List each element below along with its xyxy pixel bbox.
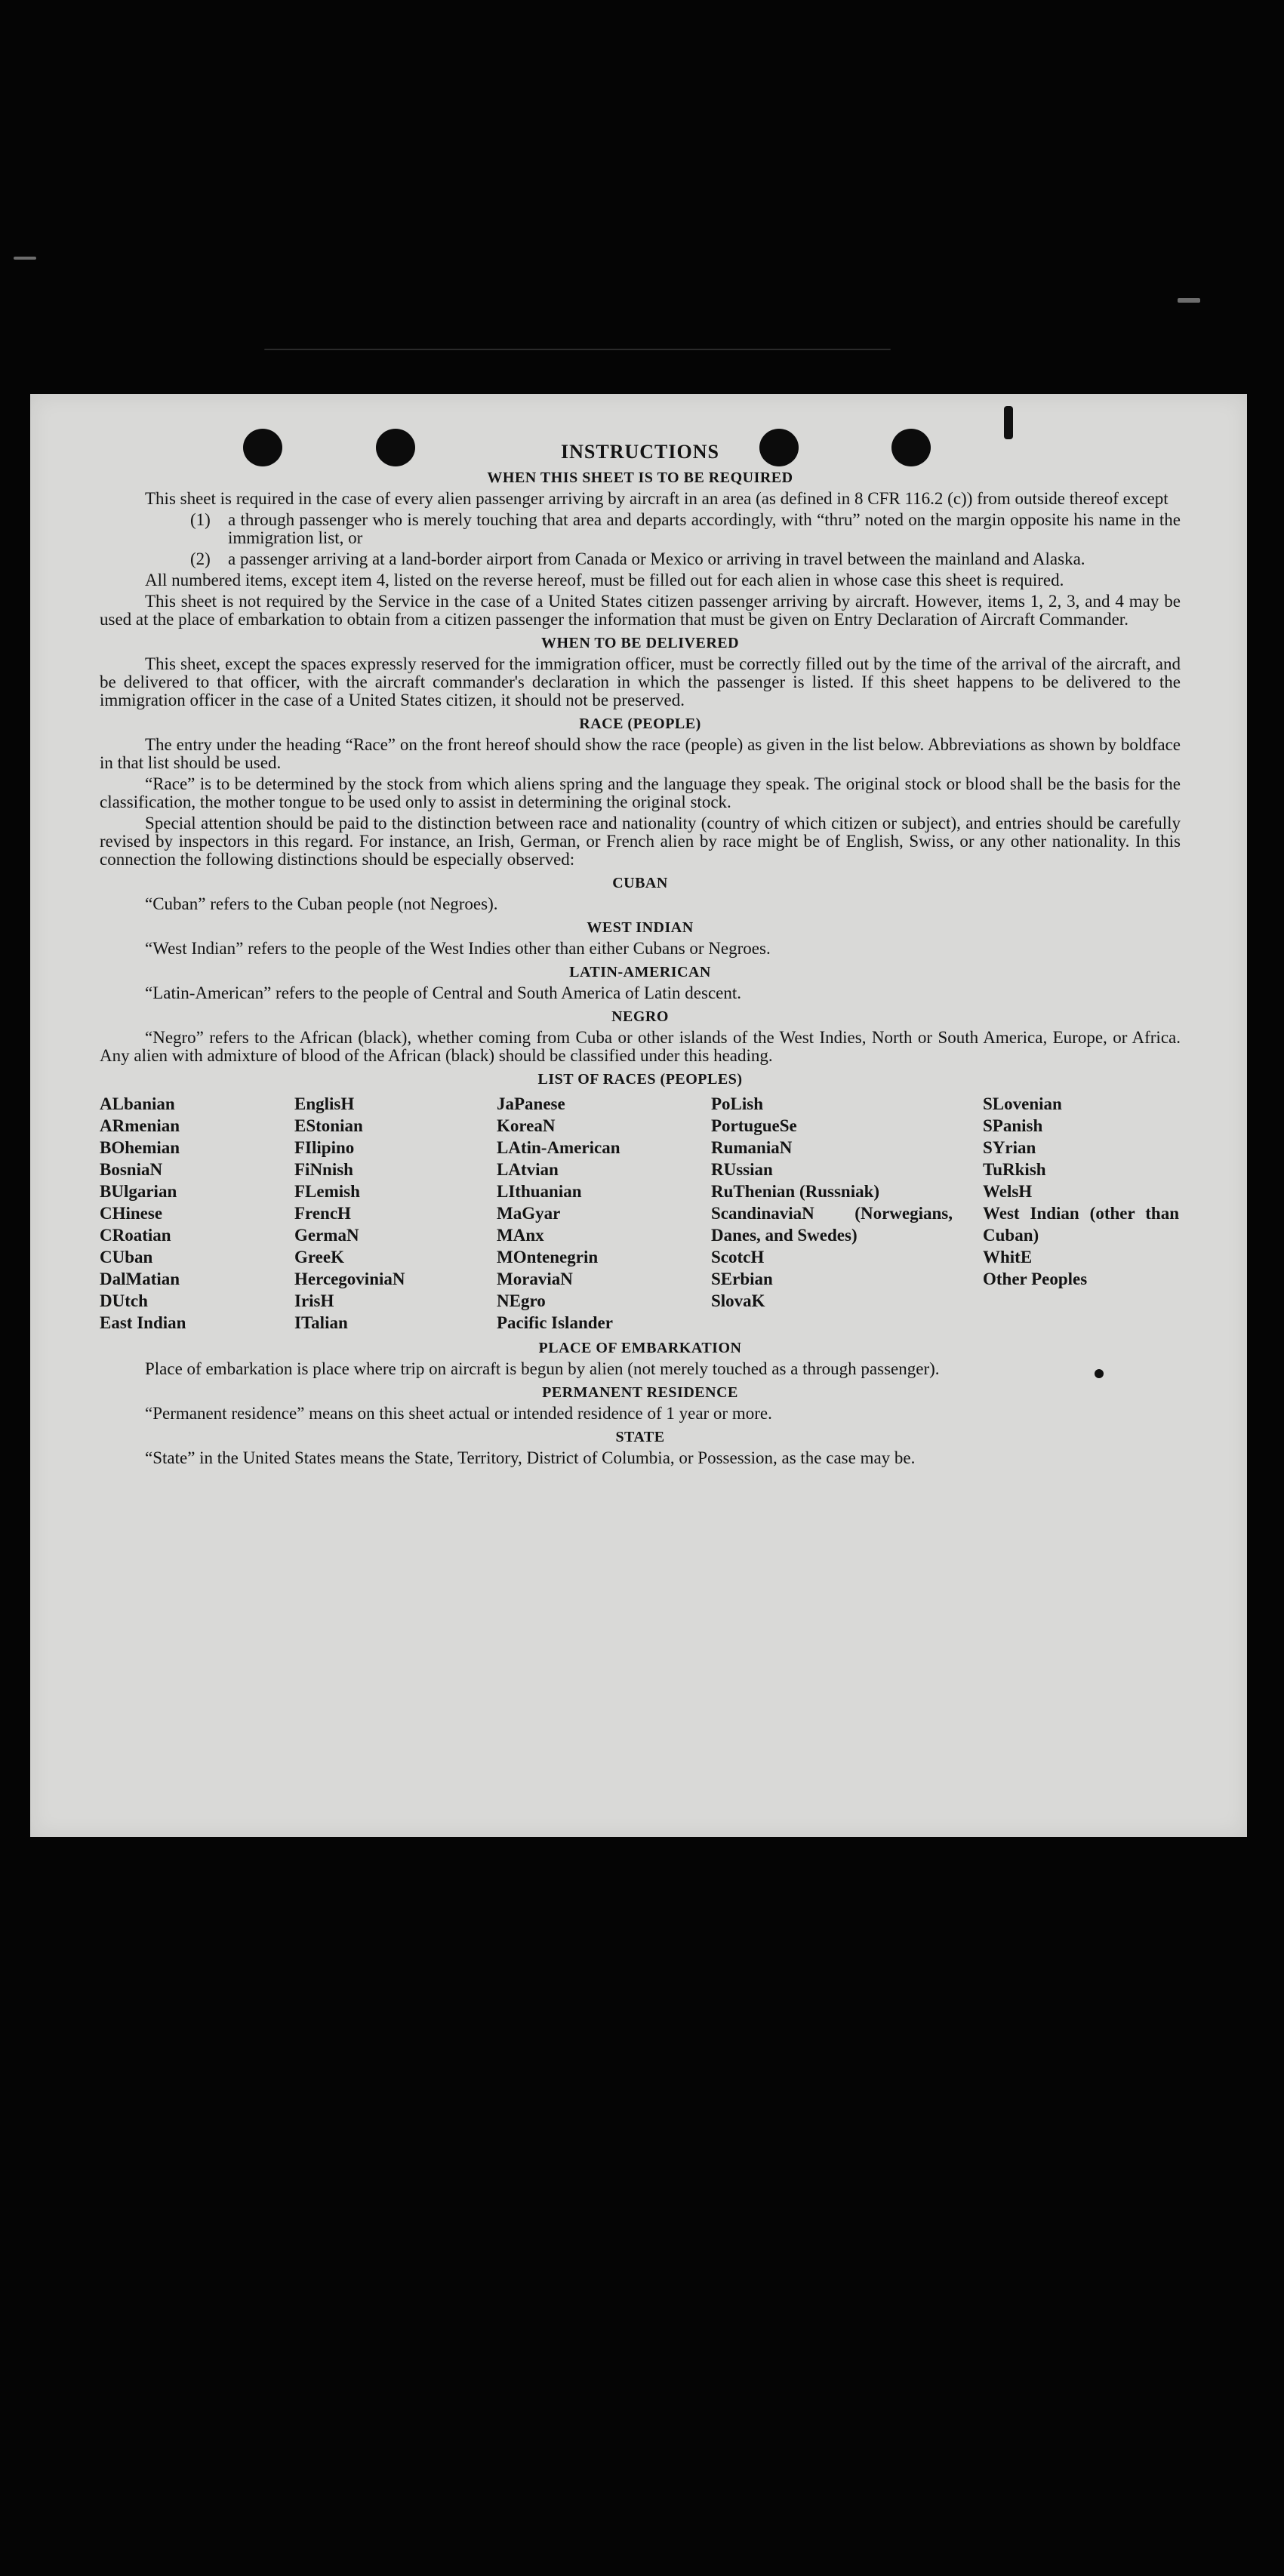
- section-heading-race: RACE (PEOPLE): [579, 716, 701, 732]
- ink-spot: [1095, 1369, 1104, 1378]
- race-entry: East Indian: [100, 1313, 186, 1332]
- races-column: [497, 1093, 711, 1334]
- paragraph: “Permanent residence” means on this sheet actual or intended residence of 1 year or more.: [145, 1404, 772, 1423]
- race-entry: EStonian: [294, 1116, 363, 1135]
- item-number: (2): [190, 549, 211, 568]
- race-entry: LAtin-American: [497, 1138, 620, 1157]
- race-entry: KoreaN: [497, 1116, 556, 1135]
- race-entry: RUssian: [711, 1160, 773, 1179]
- race-entry: SYrian: [983, 1138, 1036, 1157]
- race-entry: FiNnish: [294, 1160, 353, 1179]
- section-heading-when-required: WHEN THIS SHEET IS TO BE REQUIRED: [487, 469, 793, 486]
- race-entry: SErbian: [711, 1270, 773, 1288]
- paragraph: “State” in the United States means the State, Territory, District of Columbia, or Possession, as the case may be.: [145, 1448, 916, 1467]
- section-heading-when-delivered: WHEN TO BE DELIVERED: [540, 635, 740, 651]
- race-entry: FIlipino: [294, 1138, 355, 1157]
- punch-hole: [759, 429, 799, 466]
- item-text: a passenger arriving at a land-border airport from Canada or Mexico or arriving in travel between the mainland and Alaska.: [228, 549, 1085, 568]
- race-entry: BosniaN: [100, 1160, 163, 1179]
- races-column: [711, 1093, 983, 1334]
- race-entry: PortugueSe: [711, 1116, 797, 1135]
- race-entry: RuThenian (Russniak): [711, 1182, 880, 1201]
- race-entry: NEgro: [497, 1291, 546, 1310]
- section-heading-place-of-embarkation: PLACE OF EMBARKATION: [538, 1340, 742, 1356]
- race-entry: SPanish: [983, 1116, 1043, 1135]
- race-entry: EnglisH: [294, 1094, 355, 1113]
- race-entry: MoraviaN: [497, 1270, 573, 1288]
- instruction-sheet: [30, 394, 1247, 1837]
- paragraph: “Cuban” refers to the Cuban people (not Negroes).: [145, 894, 498, 913]
- race-entry: LAtvian: [497, 1160, 559, 1179]
- race-entry: TuRkish: [983, 1160, 1046, 1179]
- punch-hole: [891, 429, 931, 466]
- paragraph: All numbered items, except item 4, listed on the reverse hereof, must be filled out for each alien in whose case this sheet is required.: [145, 571, 1064, 589]
- list-item: [190, 511, 1181, 547]
- race-entry: SLovenian: [983, 1094, 1062, 1113]
- race-entry: ScotcH: [711, 1248, 765, 1266]
- paragraph: The entry under the heading “Race” on the front hereof should show the race (people) as given in the list below. Abbreviations as shown by boldface in that list should be used.: [100, 735, 1181, 772]
- race-entry: MAnx: [497, 1226, 544, 1245]
- race-entry: Pacific Islander: [497, 1313, 613, 1332]
- race-entry: ALbanian: [100, 1094, 175, 1113]
- film-speck: [1178, 298, 1200, 303]
- section-heading-permanent-residence: PERMANENT RESIDENCE: [542, 1384, 738, 1401]
- race-entry: HercegoviniaN: [294, 1270, 405, 1288]
- races-column: [294, 1093, 497, 1334]
- race-entry: IrisH: [294, 1291, 334, 1310]
- race-entry: West Indian (other than Cuban): [983, 1204, 1179, 1245]
- race-entry: BOhemian: [100, 1138, 180, 1157]
- film-speck: [14, 257, 36, 260]
- paragraph: Special attention should be paid to the distinction between race and nationality (country of which citizen or subject), and entries should be carefully revised by inspectors in this regard. For instance, an Irish, German, or French alien by race might be of English, Swiss, or any other nationality. In this connection the following distinctions should be especially observed:: [100, 814, 1181, 869]
- paragraph: This sheet, except the spaces expressly reserved for the immigration officer, must be correctly filled out by the time of the arrival of the aircraft, and be delivered to that officer, with the aircraft commander's declaration in which the passenger is listed. If this sheet happens to be delivered to the immigration officer in the case of a United States citizen, it should not be preserved.: [100, 654, 1181, 709]
- race-entry: MOntenegrin: [497, 1248, 599, 1266]
- race-entry: PoLish: [711, 1094, 764, 1113]
- race-entry: LIthuanian: [497, 1182, 582, 1201]
- races-table: [100, 1093, 1181, 1334]
- races-column: [983, 1093, 1179, 1334]
- race-entry: ITalian: [294, 1313, 348, 1332]
- section-heading-west-indian: WEST INDIAN: [587, 919, 694, 936]
- race-entry: DUtch: [100, 1291, 148, 1310]
- race-entry: ScandinaviaN (Norwegians, Danes, and Swedes): [711, 1204, 953, 1245]
- punch-hole: [243, 429, 282, 466]
- section-heading-state: STATE: [615, 1429, 665, 1445]
- race-entry: GreeK: [294, 1248, 344, 1266]
- race-entry: MaGyar: [497, 1204, 561, 1223]
- race-entry: CRoatian: [100, 1226, 171, 1245]
- paragraph: This sheet is not required by the Service in the case of a United States citizen passenger arriving by aircraft. However, items 1, 2, 3, and 4 may be used at the place of embarkation to obtain from a citizen passenger the information that must be given on Entry Declaration of Aircraft Commander.: [100, 592, 1181, 629]
- document-title: INSTRUCTIONS: [561, 441, 719, 463]
- race-entry: Other Peoples: [983, 1270, 1088, 1288]
- race-entry: BUlgarian: [100, 1182, 177, 1201]
- race-entry: RumaniaN: [711, 1138, 793, 1157]
- race-entry: FLemish: [294, 1182, 360, 1201]
- race-entry: WelsH: [983, 1182, 1033, 1201]
- paragraph: This sheet is required in the case of every alien passenger arriving by aircraft in an area (as defined in 8 CFR 116.2 (c)) from outside thereof except: [145, 489, 1169, 508]
- paragraph: “Race” is to be determined by the stock from which aliens spring and the language they speak. The original stock or blood shall be the basis for the classification, the mother tongue to be used only to assist in determining the original stock.: [100, 774, 1181, 811]
- races-column: [100, 1093, 294, 1334]
- race-entry: CUban: [100, 1248, 153, 1266]
- section-heading-list-of-races: LIST OF RACES (PEOPLES): [537, 1071, 743, 1088]
- race-entry: CHinese: [100, 1204, 163, 1223]
- race-entry: WhitE: [983, 1248, 1033, 1266]
- race-entry: ARmenian: [100, 1116, 180, 1135]
- punch-hole: [376, 429, 415, 466]
- paragraph: “West Indian” refers to the people of the West Indies other than either Cubans or Negroes.: [145, 939, 771, 958]
- paragraph: “Latin-American” refers to the people of Central and South America of Latin descent.: [145, 983, 741, 1002]
- item-number: (1): [190, 510, 211, 529]
- section-heading-cuban: CUBAN: [612, 875, 668, 891]
- list-item: [190, 550, 1181, 568]
- race-entry: FrencH: [294, 1204, 351, 1223]
- paragraph: Place of embarkation is place where trip on aircraft is begun by alien (not merely touched as a through passenger).: [145, 1359, 940, 1378]
- section-heading-latin-american: LATIN-AMERICAN: [569, 964, 711, 980]
- film-edge-line: [264, 349, 891, 350]
- section-heading-negro: NEGRO: [611, 1008, 669, 1025]
- item-text: a through passenger who is merely touching that area and departs accordingly, with “thru” noted on the margin opposite his name in the immigration list, or: [228, 510, 1181, 547]
- ink-mark: [1004, 406, 1013, 439]
- race-entry: JaPanese: [497, 1094, 565, 1113]
- paragraph: “Negro” refers to the African (black), whether coming from Cuba or other islands of the West Indies, North or South America, Europe, or Africa. Any alien with admixture of blood of the African (black) should be classified under this heading.: [100, 1028, 1181, 1065]
- race-entry: SlovaK: [711, 1291, 765, 1310]
- race-entry: DalMatian: [100, 1270, 180, 1288]
- race-entry: GermaN: [294, 1226, 359, 1245]
